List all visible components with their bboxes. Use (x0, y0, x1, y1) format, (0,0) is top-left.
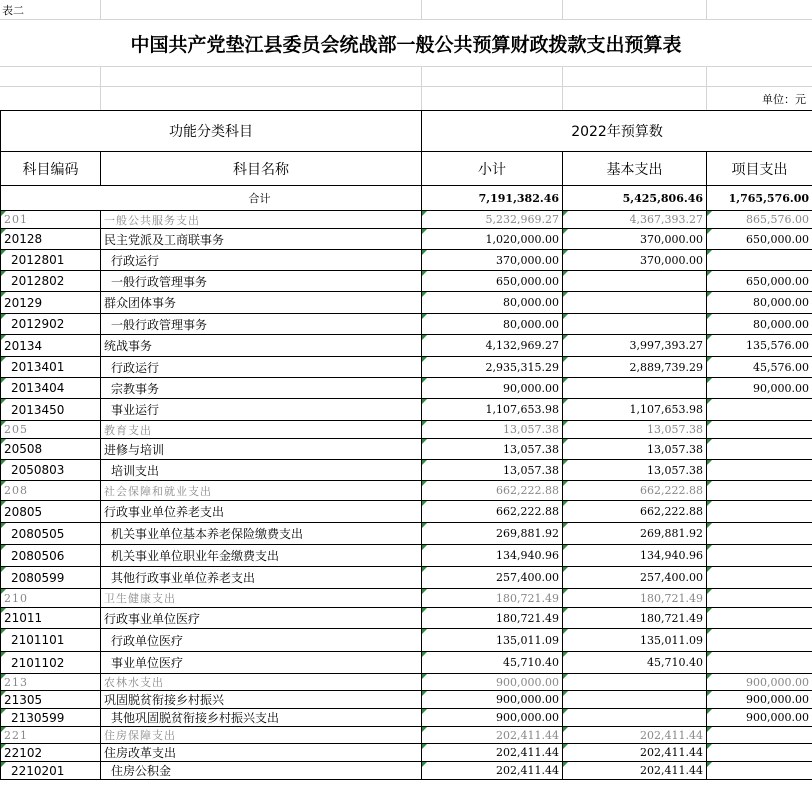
code-cell: 20128 (1, 229, 101, 250)
table-row (1, 691, 812, 709)
total-label: 合计 (1, 186, 422, 211)
name-cell: 其他行政事业单位养老支出 (101, 567, 422, 589)
name-cell: 巩固脱贫衔接乡村振兴 (101, 691, 422, 709)
table-row (1, 292, 812, 314)
basic-cell: 134,940.96 (563, 545, 707, 567)
code-cell: 208 (1, 481, 101, 501)
project-cell: 135,576.00 (707, 335, 812, 357)
name-cell: 行政运行 (101, 357, 422, 378)
subtotal-cell: 1,107,653.98 (422, 399, 563, 421)
code-cell: 2012801 (1, 250, 101, 271)
unit-label: 单位：元 (762, 93, 806, 106)
budget-table (0, 110, 812, 780)
table-row (1, 421, 812, 439)
code-cell: 2080506 (1, 545, 101, 567)
subtotal-cell: 900,000.00 (422, 691, 563, 709)
table-row (1, 674, 812, 691)
name-cell: 一般公共服务支出 (101, 211, 422, 229)
project-cell (707, 439, 812, 460)
project-cell (707, 501, 812, 523)
project-cell (707, 727, 812, 744)
total-row (1, 186, 812, 211)
project-cell: 80,000.00 (707, 314, 812, 335)
table-row (1, 709, 812, 727)
subtotal-cell: 13,057.38 (422, 460, 563, 481)
basic-cell: 135,011.09 (563, 629, 707, 652)
project-cell: 80,000.00 (707, 292, 812, 314)
project-cell (707, 523, 812, 545)
table-row (1, 629, 812, 652)
header-basic: 基本支出 (563, 152, 707, 186)
table-row (1, 271, 812, 292)
code-cell: 2013401 (1, 357, 101, 378)
subtotal-cell: 900,000.00 (422, 709, 563, 727)
subtotal-cell: 135,011.09 (422, 629, 563, 652)
table-row (1, 399, 812, 421)
project-cell (707, 460, 812, 481)
code-cell: 2101102 (1, 652, 101, 674)
subtotal-cell: 45,710.40 (422, 652, 563, 674)
header-budget-year: 2022年预算数 (422, 111, 812, 152)
project-cell: 45,576.00 (707, 357, 812, 378)
subtotal-cell: 1,020,000.00 (422, 229, 563, 250)
grid-line (421, 0, 422, 19)
project-cell (707, 608, 812, 629)
subtotal-cell: 202,411.44 (422, 762, 563, 780)
code-cell: 2013404 (1, 378, 101, 399)
code-cell: 20805 (1, 501, 101, 523)
code-cell: 2012802 (1, 271, 101, 292)
basic-cell: 45,710.40 (563, 652, 707, 674)
project-cell (707, 762, 812, 780)
code-cell: 2012902 (1, 314, 101, 335)
subtotal-cell: 202,411.44 (422, 727, 563, 744)
code-cell: 2050803 (1, 460, 101, 481)
header-row-2 (1, 152, 812, 186)
subtotal-cell: 180,721.49 (422, 589, 563, 608)
basic-cell: 180,721.49 (563, 608, 707, 629)
code-cell: 221 (1, 727, 101, 744)
name-cell: 宗教事务 (101, 378, 422, 399)
project-cell: 865,576.00 (707, 211, 812, 229)
name-cell: 一般行政管理事务 (101, 271, 422, 292)
table-row (1, 378, 812, 399)
total-project: 1,765,576.00 (707, 186, 812, 211)
project-cell (707, 652, 812, 674)
subtotal-cell: 180,721.49 (422, 608, 563, 629)
code-cell: 21011 (1, 608, 101, 629)
subtotal-cell: 13,057.38 (422, 421, 563, 439)
grid-line (421, 66, 422, 110)
name-cell: 行政单位医疗 (101, 629, 422, 652)
name-cell: 行政事业单位医疗 (101, 608, 422, 629)
name-cell: 住房公积金 (101, 762, 422, 780)
basic-cell: 3,997,393.27 (563, 335, 707, 357)
subtotal-cell: 134,940.96 (422, 545, 563, 567)
project-cell (707, 629, 812, 652)
basic-cell: 370,000.00 (563, 250, 707, 271)
basic-cell (563, 292, 707, 314)
name-cell: 民主党派及工商联事务 (101, 229, 422, 250)
table-row (1, 567, 812, 589)
name-cell: 卫生健康支出 (101, 589, 422, 608)
grid-line (0, 66, 812, 67)
name-cell: 事业运行 (101, 399, 422, 421)
basic-cell (563, 314, 707, 335)
basic-cell (563, 674, 707, 691)
code-cell: 2101101 (1, 629, 101, 652)
code-cell: 22102 (1, 744, 101, 762)
header-name: 科目名称 (101, 152, 422, 186)
name-cell: 进修与培训 (101, 439, 422, 460)
grid-line (0, 86, 812, 87)
name-cell: 机关事业单位职业年金缴费支出 (101, 545, 422, 567)
grid-line (562, 0, 563, 19)
project-cell (707, 744, 812, 762)
basic-cell: 2,889,739.29 (563, 357, 707, 378)
subtotal-cell: 2,935,315.29 (422, 357, 563, 378)
subtotal-cell: 13,057.38 (422, 439, 563, 460)
basic-cell: 13,057.38 (563, 460, 707, 481)
basic-cell: 370,000.00 (563, 229, 707, 250)
code-cell: 21305 (1, 691, 101, 709)
subtotal-cell: 662,222.88 (422, 501, 563, 523)
name-cell: 其他巩固脱贫衔接乡村振兴支出 (101, 709, 422, 727)
basic-cell (563, 271, 707, 292)
subtotal-cell: 269,881.92 (422, 523, 563, 545)
table-row (1, 727, 812, 744)
page-title: 中国共产党垫江县委员会统战部一般公共预算财政拨款支出预算表 (130, 34, 682, 56)
name-cell: 培训支出 (101, 460, 422, 481)
name-cell: 社会保障和就业支出 (101, 481, 422, 501)
subtotal-cell: 5,232,969.27 (422, 211, 563, 229)
table-row (1, 501, 812, 523)
basic-cell (563, 709, 707, 727)
table-row (1, 481, 812, 501)
project-cell (707, 399, 812, 421)
basic-cell (563, 691, 707, 709)
subtotal-cell: 662,222.88 (422, 481, 563, 501)
table-row (1, 762, 812, 780)
grid-line (100, 0, 101, 19)
subtotal-cell: 4,132,969.27 (422, 335, 563, 357)
table-row (1, 744, 812, 762)
basic-cell: 269,881.92 (563, 523, 707, 545)
basic-cell: 662,222.88 (563, 501, 707, 523)
code-cell: 20508 (1, 439, 101, 460)
code-cell: 205 (1, 421, 101, 439)
name-cell: 农林水支出 (101, 674, 422, 691)
name-cell: 统战事务 (101, 335, 422, 357)
project-cell (707, 250, 812, 271)
table-row (1, 439, 812, 460)
project-cell: 900,000.00 (707, 674, 812, 691)
basic-cell: 202,411.44 (563, 727, 707, 744)
subtotal-cell: 900,000.00 (422, 674, 563, 691)
code-cell: 2080505 (1, 523, 101, 545)
name-cell: 行政运行 (101, 250, 422, 271)
code-cell: 20129 (1, 292, 101, 314)
project-cell: 900,000.00 (707, 691, 812, 709)
project-cell (707, 545, 812, 567)
name-cell: 住房改革支出 (101, 744, 422, 762)
basic-cell: 662,222.88 (563, 481, 707, 501)
code-cell: 210 (1, 589, 101, 608)
table-row (1, 460, 812, 481)
basic-cell: 1,107,653.98 (563, 399, 707, 421)
header-project: 项目支出 (707, 152, 812, 186)
basic-cell: 257,400.00 (563, 567, 707, 589)
table-row (1, 314, 812, 335)
project-cell (707, 567, 812, 589)
code-cell: 201 (1, 211, 101, 229)
code-cell: 2130599 (1, 709, 101, 727)
basic-cell: 13,057.38 (563, 439, 707, 460)
name-cell: 行政事业单位养老支出 (101, 501, 422, 523)
header-code: 科目编码 (1, 152, 101, 186)
basic-cell: 202,411.44 (563, 744, 707, 762)
table-row (1, 211, 812, 229)
code-cell: 20134 (1, 335, 101, 357)
code-cell: 2210201 (1, 762, 101, 780)
subtotal-cell: 80,000.00 (422, 292, 563, 314)
grid-line (100, 66, 101, 110)
name-cell: 住房保障支出 (101, 727, 422, 744)
code-cell: 213 (1, 674, 101, 691)
project-cell (707, 481, 812, 501)
basic-cell: 202,411.44 (563, 762, 707, 780)
table-row (1, 545, 812, 567)
project-cell: 650,000.00 (707, 271, 812, 292)
table-row (1, 523, 812, 545)
header-functional-classification: 功能分类科目 (1, 111, 422, 152)
name-cell: 教育支出 (101, 421, 422, 439)
name-cell: 一般行政管理事务 (101, 314, 422, 335)
project-cell: 900,000.00 (707, 709, 812, 727)
subtotal-cell: 257,400.00 (422, 567, 563, 589)
basic-cell: 180,721.49 (563, 589, 707, 608)
header-subtotal: 小计 (422, 152, 563, 186)
name-cell: 机关事业单位基本养老保险缴费支出 (101, 523, 422, 545)
subtotal-cell: 370,000.00 (422, 250, 563, 271)
table-row (1, 335, 812, 357)
project-cell: 90,000.00 (707, 378, 812, 399)
grid-line (706, 0, 707, 19)
basic-cell (563, 378, 707, 399)
subtotal-cell: 202,411.44 (422, 744, 563, 762)
grid-line (706, 66, 707, 110)
table-row (1, 608, 812, 629)
table-row (1, 357, 812, 378)
basic-cell: 13,057.38 (563, 421, 707, 439)
table-row (1, 250, 812, 271)
subtotal-cell: 80,000.00 (422, 314, 563, 335)
code-cell: 2013450 (1, 399, 101, 421)
sheet-tag: 表二 (2, 4, 24, 17)
name-cell: 事业单位医疗 (101, 652, 422, 674)
basic-cell: 4,367,393.27 (563, 211, 707, 229)
total-basic: 5,425,806.46 (563, 186, 707, 211)
project-cell (707, 421, 812, 439)
total-subtotal: 7,191,382.46 (422, 186, 563, 211)
name-cell: 群众团体事务 (101, 292, 422, 314)
table-row (1, 589, 812, 608)
table-row (1, 652, 812, 674)
header-row-1 (1, 111, 812, 152)
project-cell (707, 589, 812, 608)
subtotal-cell: 90,000.00 (422, 378, 563, 399)
grid-line (562, 66, 563, 110)
code-cell: 2080599 (1, 567, 101, 589)
table-row (1, 229, 812, 250)
grid-line (0, 19, 812, 20)
project-cell: 650,000.00 (707, 229, 812, 250)
subtotal-cell: 650,000.00 (422, 271, 563, 292)
